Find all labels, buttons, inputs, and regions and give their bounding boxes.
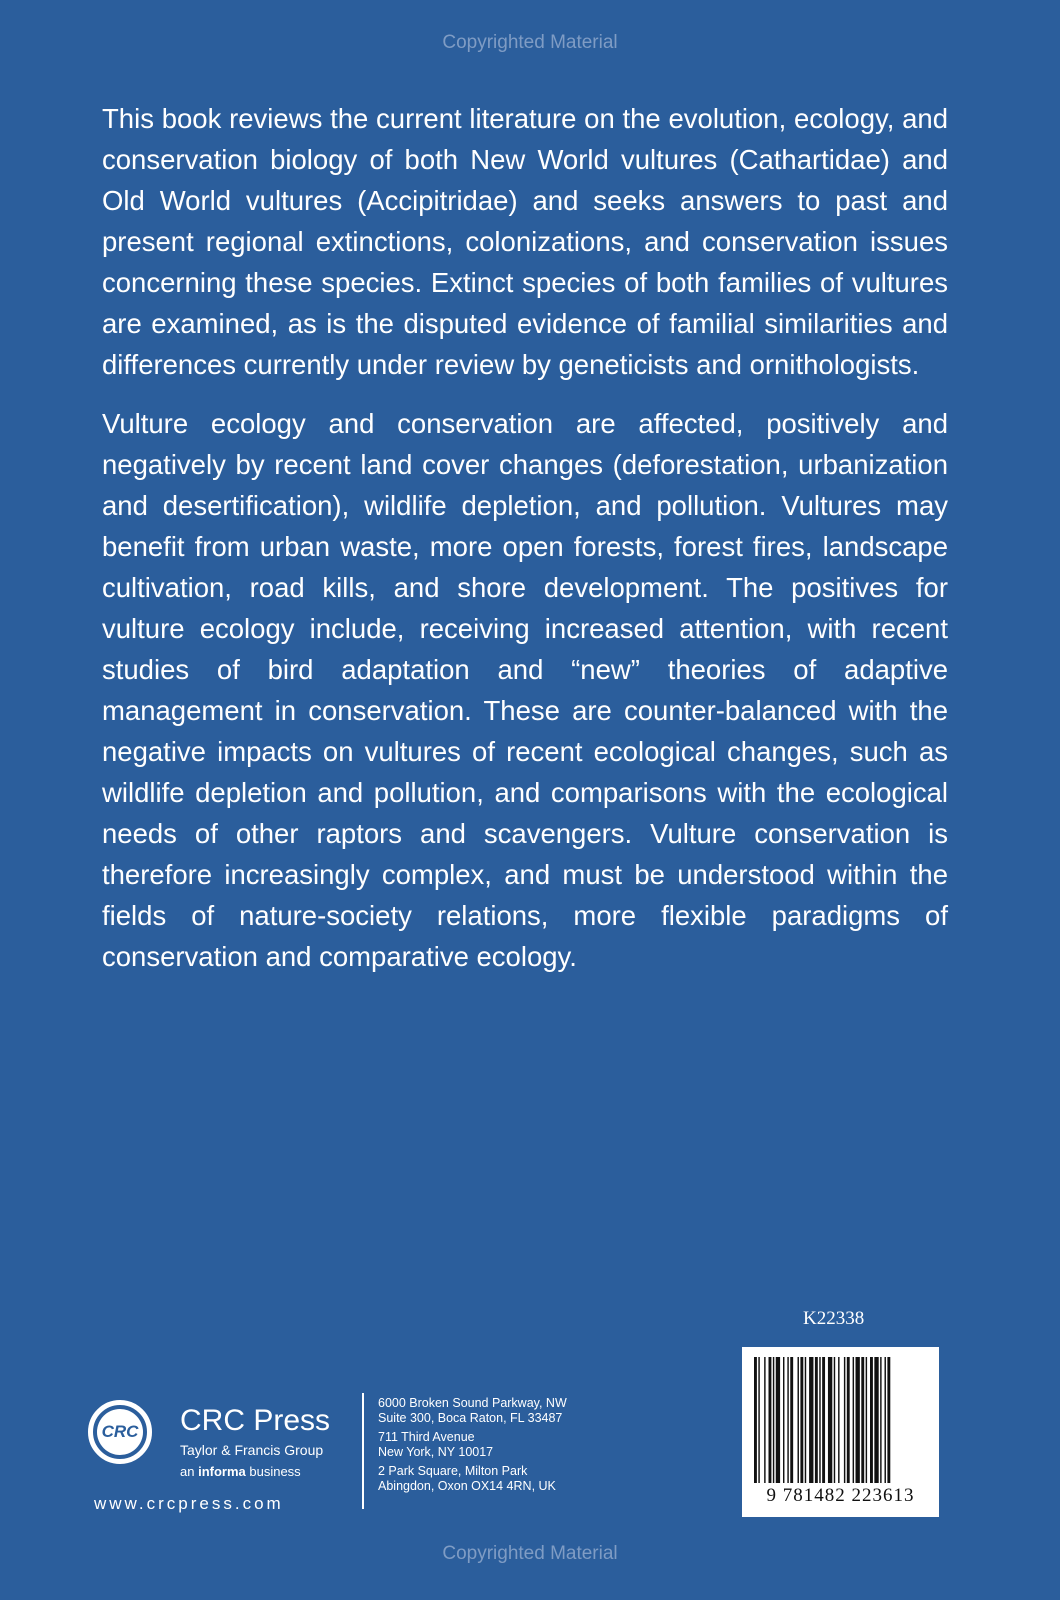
copyright-watermark-top: Copyrighted Material <box>442 32 618 53</box>
publisher-addresses <box>378 1396 567 1498</box>
address-2: 711 Third Avenue New York, NY 10017 <box>378 1430 494 1459</box>
product-code: K22338 <box>803 1308 865 1329</box>
barcode-icon <box>754 1357 927 1483</box>
back-cover-blurb <box>102 98 948 995</box>
publisher-informa-line: an informa business <box>180 1464 301 1479</box>
logo-text: CRC <box>101 1422 139 1441</box>
publisher-group: Taylor & Francis Group <box>180 1442 324 1458</box>
copyright-watermark-bottom: Copyrighted Material <box>442 1543 618 1564</box>
address-3: 2 Park Square, Milton Park Abingdon, Oxon OX14 4RN, UK <box>378 1464 556 1493</box>
publisher-website: www.crcpress.com <box>94 1494 284 1513</box>
blurb-paragraph-1: This book reviews the current literature on the evolution, ecology, and conservation biology of both New World vultures (Cathartidae) and Old World vultures (Accipitridae) and seeks answers to past and present regional extinctions, colonizations, and conservation issues concerning these species. Extinct species of both families of vultures are examined, as is the disputed evidence of familial similarities and differences currently under review by geneticists and ornithologists. <box>102 103 948 380</box>
divider <box>362 1393 364 1509</box>
isbn-barcode <box>742 1347 939 1517</box>
isbn-number: 9 781482 223613 <box>766 1485 915 1506</box>
address-1: 6000 Broken Sound Parkway, NW Suite 300, Boca Raton, FL 33487 <box>378 1396 567 1425</box>
publisher-name: CRC Press <box>180 1404 331 1437</box>
crc-logo-icon <box>88 1400 152 1464</box>
blurb-paragraph-2: Vulture ecology and conservation are affected, positively and negatively by recent land cover changes (deforestation, urbanization and desertification), wildlife depletion, and pollution. Vultures may benefit from urban waste, more open forests, forest fires, landscape cultivation, road kills, and shore development. The positives for vulture ecology include, receiving increased attention, with recent studies of bird adaptation and “new” theories of adaptive management in conservation. These are counter-balanced with the negative impacts on vultures of recent ecological changes, such as wildlife depletion and pollution, and comparisons with the ecological needs of other raptors and scavengers. Vulture conservation is therefore increasingly complex, and must be understood within the fields of nature-society relations, more flexible paradigms of conservation and comparative ecology. <box>102 408 948 972</box>
